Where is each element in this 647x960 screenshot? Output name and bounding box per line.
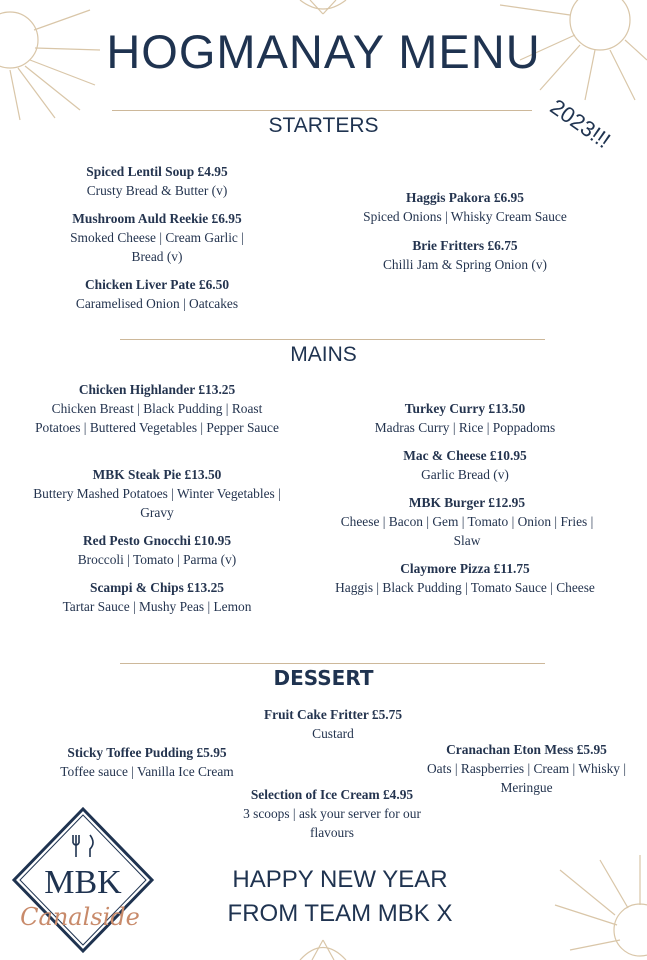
dessert-item <box>233 705 433 743</box>
starter-item <box>52 162 262 200</box>
item-name: Spiced Lentil Soup £4.95 <box>86 164 228 179</box>
main-item <box>32 380 282 437</box>
item-name: Claymore Pizza £11.75 <box>400 561 530 576</box>
main-item <box>32 578 282 616</box>
item-name: MBK Steak Pie £13.50 <box>92 467 222 482</box>
starter-item <box>340 188 590 226</box>
divider-top <box>112 110 532 111</box>
item-description: Garlic Bread (v) <box>421 467 509 482</box>
dessert-item <box>222 785 442 842</box>
section-heading-starters: STARTERS <box>268 114 379 137</box>
item-name: Brie Fritters £6.75 <box>412 238 518 253</box>
divider-dessert <box>120 663 545 664</box>
greeting-line-2: FROM TEAM MBK X <box>227 900 453 927</box>
item-description: Chicken Breast | Black Pudding | Roast Potatoes | Buttered Vegetables | Pepper Sauce <box>35 401 279 435</box>
year-badge: 2023!!! <box>545 94 616 154</box>
item-description: 3 scoops | ask your server for our flavours <box>243 806 421 840</box>
item-description: Buttery Mashed Potatoes | Winter Vegetables | Gravy <box>33 486 281 520</box>
section-heading-dessert: DESSERT <box>273 666 374 690</box>
item-name: Mushroom Auld Reekie £6.95 <box>72 211 242 226</box>
item-description: Madras Curry | Rice | Poppadoms <box>374 420 556 435</box>
dessert-item <box>414 740 639 797</box>
item-description: Spiced Onions | Whisky Cream Sauce <box>363 209 567 224</box>
item-name: Chicken Highlander £13.25 <box>78 382 236 397</box>
logo-script: Canalside <box>20 903 140 931</box>
logo-initials: MBK <box>44 864 122 901</box>
item-name: Chicken Liver Pate £6.50 <box>84 277 230 292</box>
starter-item <box>62 209 252 266</box>
main-item <box>340 446 590 484</box>
item-description: Caramelised Onion | Oatcakes <box>75 296 239 311</box>
item-description: Chilli Jam & Spring Onion (v) <box>382 257 548 272</box>
new-year-greeting <box>200 863 480 931</box>
item-description: Cheese | Bacon | Gem | Tomato | Onion | Fries | Slaw <box>340 514 594 548</box>
item-name: Turkey Curry £13.50 <box>404 401 526 416</box>
menu-title: HOGMANAY MENU <box>106 25 541 78</box>
item-description: Smoked Cheese | Cream Garlic | Bread (v) <box>70 230 244 264</box>
section-heading-mains: MAINS <box>290 343 357 366</box>
item-name: MBK Burger £12.95 <box>408 495 526 510</box>
item-description: Broccoli | Tomato | Parma (v) <box>77 552 237 567</box>
item-name: Fruit Cake Fritter £5.75 <box>263 707 403 722</box>
item-description: Toffee sauce | Vanilla Ice Cream <box>60 764 234 779</box>
main-item <box>340 399 590 437</box>
main-item <box>22 465 292 522</box>
item-name: Scampi & Chips £13.25 <box>90 580 224 595</box>
item-name: Haggis Pakora £6.95 <box>406 190 524 205</box>
starter-item <box>340 236 590 274</box>
item-name: Red Pesto Gnocchi £10.95 <box>82 533 232 548</box>
divider-mains <box>120 339 545 340</box>
item-name: Mac & Cheese £10.95 <box>403 448 527 463</box>
main-item <box>42 531 272 569</box>
item-description: Custard <box>312 726 354 741</box>
item-name: Sticky Toffee Pudding £5.95 <box>67 745 227 760</box>
item-name: Selection of Ice Cream £4.95 <box>250 787 414 802</box>
item-name: Cranachan Eton Mess £5.95 <box>446 742 607 757</box>
dessert-item <box>32 743 262 781</box>
item-description: Haggis | Black Pudding | Tomato Sauce | Cheese <box>335 580 595 595</box>
item-description: Oats | Raspberries | Cream | Whisky | Meringue <box>426 761 627 795</box>
main-item <box>320 559 610 597</box>
item-description: Tartar Sauce | Mushy Peas | Lemon <box>62 599 252 614</box>
mbk-canalside-logo <box>8 805 158 955</box>
item-description: Crusty Bread & Butter (v) <box>86 183 228 198</box>
greeting-line-1: HAPPY NEW YEAR <box>232 866 448 893</box>
main-item <box>327 493 607 550</box>
starter-item <box>52 275 262 313</box>
fork-knife-icon <box>73 835 93 857</box>
